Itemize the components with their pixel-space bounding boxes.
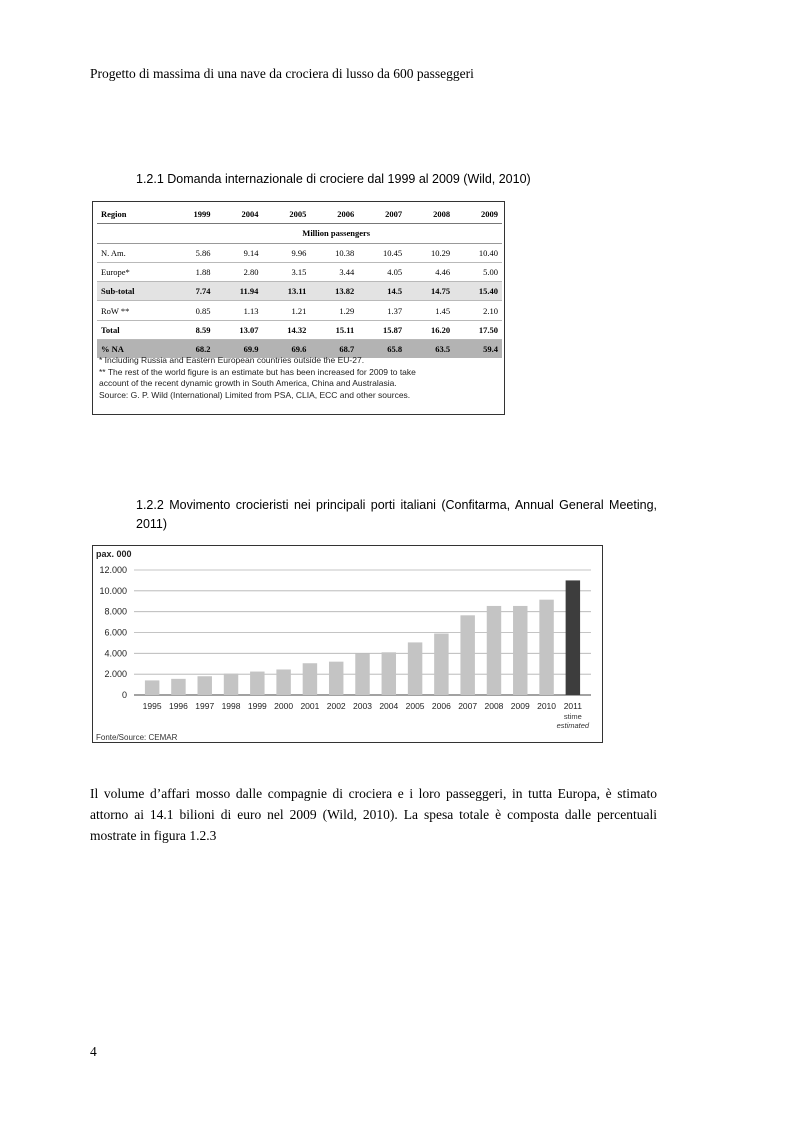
table-cell: 68.2: [170, 340, 214, 359]
table-cell: 1.29: [310, 301, 358, 320]
table-cell: 3.44: [310, 262, 358, 281]
chart-bar: [250, 672, 264, 695]
table-cell: 3.15: [262, 262, 310, 281]
chart-bar: [382, 652, 396, 695]
chart-xtick-label: 1999: [247, 701, 267, 711]
table-cell: 17.50: [454, 320, 502, 339]
table-header-cell: 2006: [310, 205, 358, 224]
table-header-cell: 2009: [454, 205, 502, 224]
table-cell: 1.21: [262, 301, 310, 320]
table-header-cell: 2007: [358, 205, 406, 224]
chart-xtick-label: 2011: [563, 701, 582, 711]
chart-ytick-label: 12.000: [99, 565, 127, 575]
table-cell: 13.11: [262, 282, 310, 301]
table-cell: 14.75: [406, 282, 454, 301]
chart-ytick-label: 2.000: [104, 669, 127, 680]
table-cell: 15.11: [310, 320, 358, 339]
table-row-label: Europe*: [97, 262, 170, 281]
chart-xtick-label: 2008: [484, 701, 504, 711]
chart-xtick-label: 2005: [405, 701, 425, 711]
table-cell: 14.5: [358, 282, 406, 301]
chart-ytick-label: 4.000: [104, 648, 127, 659]
table-cell: 0.85: [170, 301, 214, 320]
table-cell: 65.8: [358, 340, 406, 359]
chart-xtick-label: 2004: [379, 701, 399, 711]
table-row-label: N. Am.: [97, 243, 170, 262]
table-units-label: Million passengers: [170, 224, 502, 243]
chart-xtick-label: 2003: [353, 701, 372, 711]
chart-bar: [224, 674, 238, 695]
chart-bar: [434, 634, 448, 695]
page-number: 4: [90, 1044, 97, 1059]
table-cell: 1.13: [215, 301, 263, 320]
table-units-spacer: [97, 224, 170, 243]
chart-bar: [355, 653, 369, 695]
table-cell: 1.45: [406, 301, 454, 320]
table-note: account of the recent dynamic growth in South America, China and Australasia.: [99, 378, 397, 388]
chart-xtick-label: 2006: [431, 701, 451, 711]
chart-bar: [303, 663, 317, 695]
chart-bar: [408, 642, 422, 695]
table-cell: 9.96: [262, 243, 310, 262]
table-row-label: Sub-total: [97, 282, 170, 301]
table-cell: 10.40: [454, 243, 502, 262]
table-cell: 10.38: [310, 243, 358, 262]
table-cell: 10.29: [406, 243, 454, 262]
table-row-total: [97, 320, 502, 339]
chart-estimate-note: estimated: [556, 721, 590, 730]
body-paragraph: Il volume d’affari mosso dalle compagnie di crociera e i loro passeggeri, in tutta Europa, è stimato attorno ai 14.1 bilioni di euro nel 2009 (Wild, 2010). La spesa totale è composta dalle percentuali mostrate in figura 1.2.3: [90, 786, 657, 843]
chart-ytick-label: 6.000: [104, 627, 127, 638]
table-cell: 1.88: [170, 262, 214, 281]
table-row: [97, 262, 502, 281]
chart-ytick-label: 0: [121, 690, 127, 700]
chart-xtick-label: 2001: [300, 701, 320, 711]
table-row-label: % NA: [97, 340, 170, 359]
table-header-cell: 1999: [170, 205, 214, 224]
chart-bar: [513, 606, 527, 695]
table-cell: 10.45: [358, 243, 406, 262]
table-note: ** The rest of the world figure is an estimate but has been increased for 2009 to take: [99, 366, 416, 377]
chart-estimate-note: stime: [563, 712, 582, 721]
table-cell: 68.7: [310, 340, 358, 359]
chart-ytick-label: 8.000: [104, 606, 127, 617]
cruise-passengers-bar-chart: [93, 546, 603, 743]
table-cell: 13.82: [310, 282, 358, 301]
table-cell: 14.32: [262, 320, 310, 339]
chart-xtick-label: 2010: [537, 701, 557, 711]
chart-xtick-label: 1998: [221, 701, 241, 711]
table-cell: 69.9: [215, 340, 263, 359]
table-cell: 5.00: [454, 262, 502, 281]
table-header-cell: 2004: [215, 205, 263, 224]
chart-bar: [145, 680, 159, 695]
table-cell: 4.46: [406, 262, 454, 281]
table-cell: 8.59: [170, 320, 214, 339]
table-cell: 4.05: [358, 262, 406, 281]
chart-xtick-label: 2009: [510, 701, 530, 711]
table-cell: 63.5: [406, 340, 454, 359]
table-cell: 13.07: [215, 320, 263, 339]
table-units-row: [97, 224, 502, 243]
chart-caption: 1.2.2 Movimento crocieristi nei principali porti italiani (Confitarma, Annual General Meeting, 2011): [136, 498, 657, 531]
chart-bar: [487, 606, 501, 695]
table-cell: 59.4: [454, 340, 502, 359]
table-header-cell: 2008: [406, 205, 454, 224]
table-row-label: Total: [97, 320, 170, 339]
chart-xtick-label: 2007: [458, 701, 478, 711]
chart-source: Fonte/Source: CEMAR: [96, 733, 178, 742]
table-caption: 1.2.1 Domanda internazionale di crociere dal 1999 al 2009 (Wild, 2010): [136, 172, 531, 186]
chart-ylabel: pax. 000: [96, 549, 132, 559]
table-cell: 15.87: [358, 320, 406, 339]
table-cell: 69.6: [262, 340, 310, 359]
chart-ytick-label: 10.000: [99, 585, 127, 596]
table-row-subtotal: [97, 282, 502, 301]
chart-bar: [460, 615, 474, 695]
cruise-demand-table: [97, 205, 502, 358]
table-cell: 9.14: [215, 243, 263, 262]
table-row: [97, 301, 502, 320]
table-row: [97, 243, 502, 262]
chart-bar: [329, 662, 343, 695]
chart-xtick-label: 1995: [142, 701, 162, 711]
chart-bar: [539, 600, 553, 695]
table-header-row: [97, 205, 502, 224]
table-header-cell: 2005: [262, 205, 310, 224]
table-cell: 1.37: [358, 301, 406, 320]
table-cell: 7.74: [170, 282, 214, 301]
chart-bar: [566, 580, 580, 695]
table-cell: 2.80: [215, 262, 263, 281]
running-header: Progetto di massima di una nave da crociera di lusso da 600 passeggeri: [90, 66, 474, 81]
chart-xtick-label: 1996: [168, 701, 188, 711]
cruise-demand-table-figure: [92, 201, 505, 415]
table-cell: 2.10: [454, 301, 502, 320]
chart-bar: [198, 676, 212, 695]
chart-xtick-label: 2000: [274, 701, 294, 711]
table-cell: 11.94: [215, 282, 263, 301]
chart-bar: [276, 669, 290, 695]
chart-bar: [171, 679, 185, 695]
table-note: * Including Russia and Eastern European countries outside the EU-27.: [99, 355, 365, 365]
table-notes: [99, 355, 499, 401]
table-note: Source: G. P. Wild (International) Limited from PSA, CLIA, ECC and other sources.: [99, 389, 411, 400]
cruise-passengers-chart-figure: [92, 545, 603, 743]
table-cell: 16.20: [406, 320, 454, 339]
chart-xtick-label: 1997: [195, 701, 215, 711]
table-row-label: RoW **: [97, 301, 170, 320]
table-cell: 15.40: [454, 282, 502, 301]
chart-xtick-label: 2002: [326, 701, 346, 711]
table-header-cell: Region: [97, 205, 170, 224]
table-cell: 5.86: [170, 243, 214, 262]
